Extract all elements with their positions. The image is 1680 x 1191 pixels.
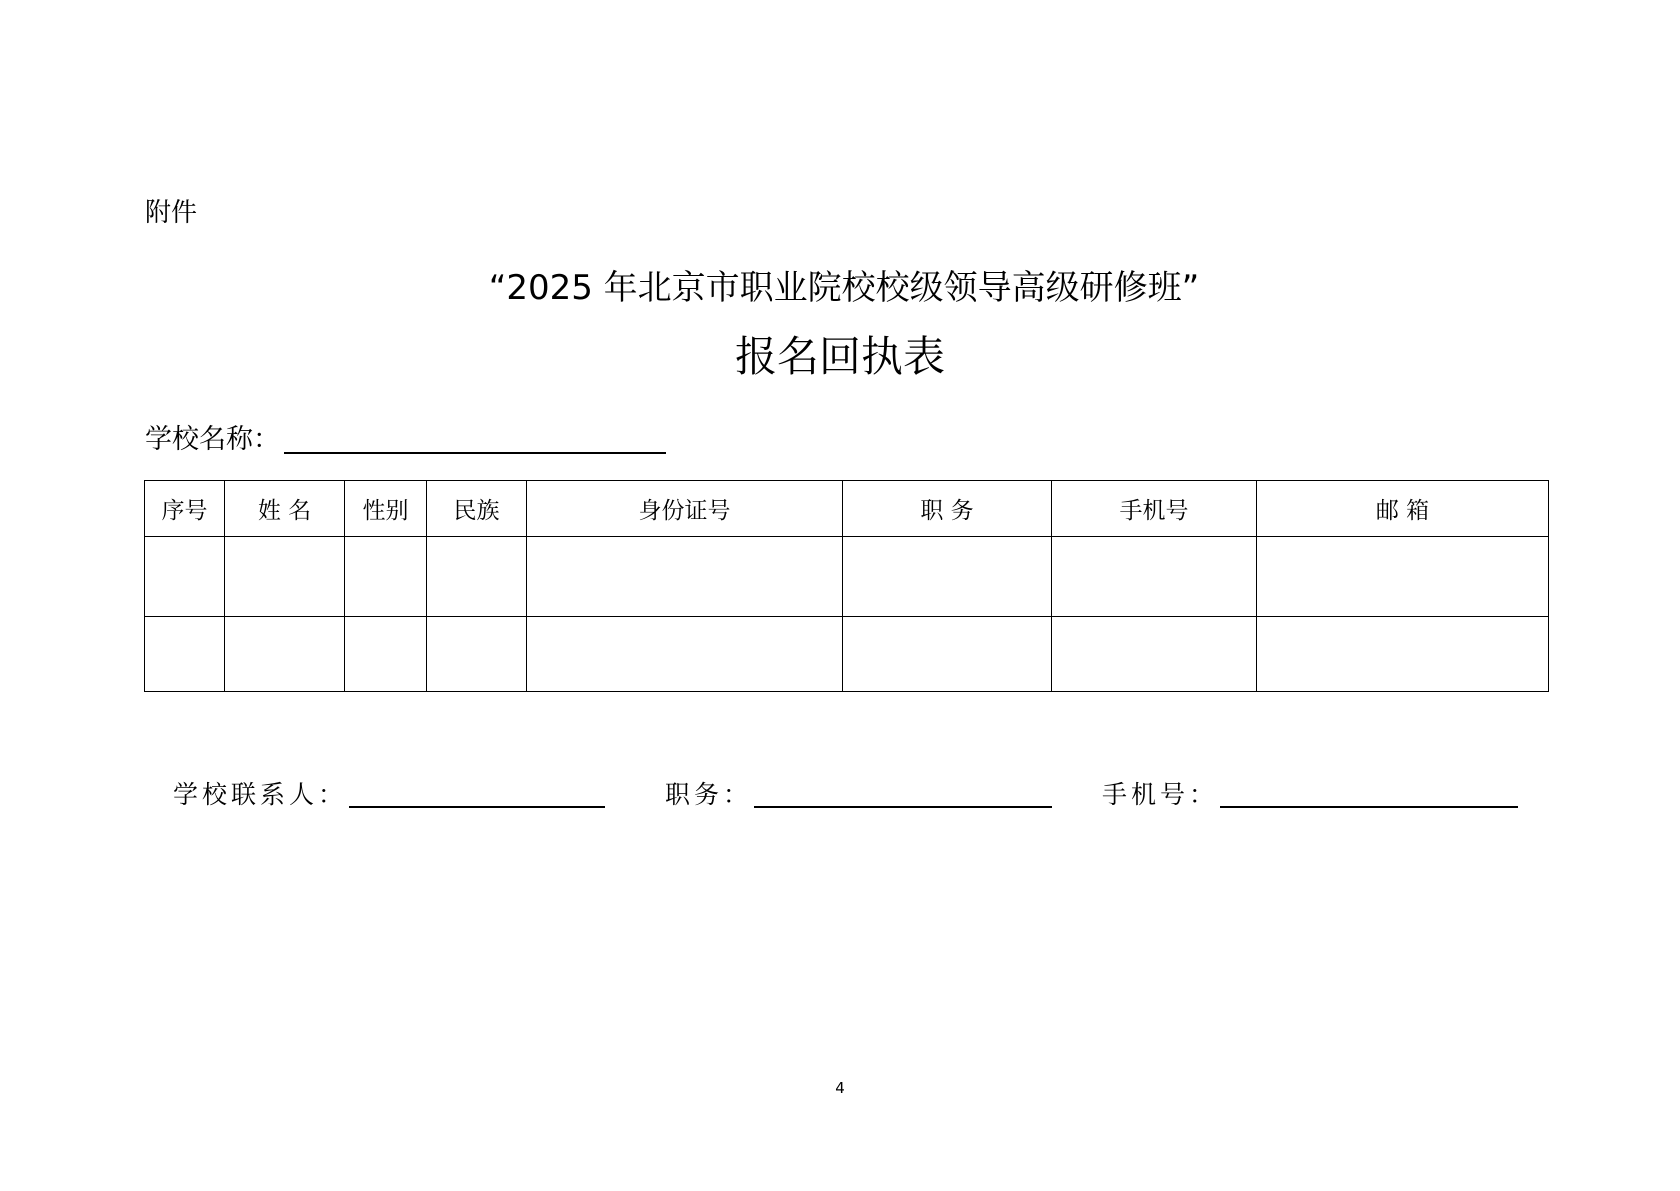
contact-position-field [665,772,1052,812]
table-cell[interactable] [843,537,1052,617]
table-cell[interactable] [145,617,225,692]
table-cell[interactable] [145,537,225,617]
table-header-row [145,481,1549,537]
table-cell[interactable] [843,617,1052,692]
header-ethnicity: 民族 [427,481,527,537]
document-title: “2025 年北京市职业院校校级领导高级研修班” [488,268,1200,308]
header-email: 邮 箱 [1257,481,1549,537]
table-row [145,617,1549,692]
school-name-row [145,422,666,458]
table-cell[interactable] [225,537,345,617]
table-cell[interactable] [527,537,843,617]
contact-person-blank[interactable] [349,806,605,808]
header-id-number: 身份证号 [527,481,843,537]
header-gender: 性别 [345,481,427,537]
document-subtitle: 报名回执表 [734,332,945,381]
school-name-blank[interactable] [284,452,666,454]
header-index: 序号 [145,481,225,537]
contact-phone-label: 手机号： [1102,780,1219,809]
contact-phone-blank[interactable] [1220,806,1518,808]
header-name: 姓 名 [225,481,345,537]
table-cell[interactable] [427,617,527,692]
school-name-label: 学校名称： [145,424,280,455]
table-cell[interactable] [1257,617,1549,692]
table-cell[interactable] [527,617,843,692]
contact-position-label: 职务： [665,780,753,809]
page-number: 4 [835,1079,845,1097]
table-row [145,537,1549,617]
table-cell[interactable] [1052,617,1257,692]
contact-person-label: 学校联系人： [173,780,348,809]
attachment-label: 附件 [145,198,198,228]
table-cell[interactable] [1257,537,1549,617]
table-cell[interactable] [427,537,527,617]
table-cell[interactable] [225,617,345,692]
table-cell[interactable] [345,537,427,617]
registration-table [144,480,1549,692]
header-position: 职 务 [843,481,1052,537]
contact-footer [0,772,1680,812]
contact-position-blank[interactable] [754,806,1052,808]
table-cell[interactable] [345,617,427,692]
contact-person-field [173,772,605,812]
table-cell[interactable] [1052,537,1257,617]
contact-phone-field [1102,772,1518,812]
header-mobile: 手机号 [1052,481,1257,537]
